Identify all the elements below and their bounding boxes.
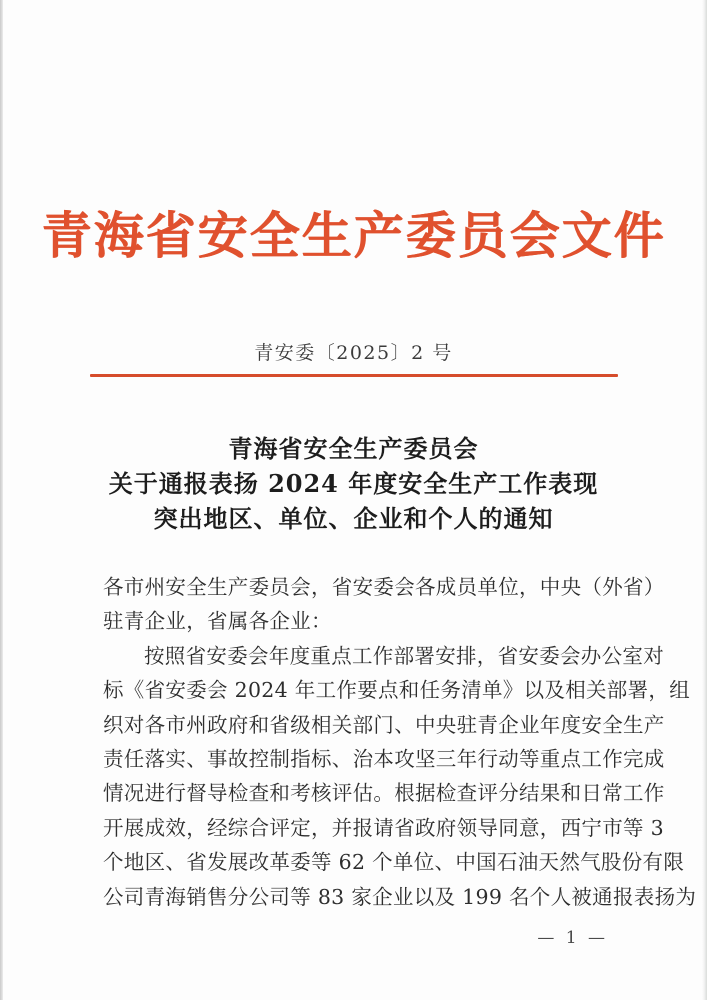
body-line: 个地区、省发展改革委等 62 个单位、中国石油天然气股份有限 — [103, 850, 685, 875]
body-line: 开展成效，经综合评定，并报请省政府领导同意，西宁市等 3 — [103, 815, 664, 840]
body-line: 标《省安委会 2024 年工作要点和任务清单》以及相关部署，组 — [103, 678, 691, 703]
red-divider-line — [90, 374, 618, 377]
document-body — [103, 570, 697, 914]
notice-title-line-3: 突出地区、单位、企业和个人的通知 — [153, 504, 554, 533]
body-line: 驻青企业，省属各企业： — [103, 609, 332, 634]
body-line: 各市州安全生产委员会，省安委会各成员单位，中央（外省） — [103, 575, 665, 599]
notice-title-line-2: 关于通报表扬 2024 年度安全生产工作表现 — [108, 469, 599, 498]
document-number: 青安委〔2025〕2 号 — [254, 342, 453, 364]
body-line: 责任落实、事故控制指标、治本攻坚三年行动等重点工作完成 — [103, 747, 665, 772]
body-line: 织对各市州政府和省级相关部门、中央驻青企业年度安全生产 — [103, 712, 665, 737]
page-number: — 1 — — [537, 928, 608, 948]
body-line: 按照省安委会年度重点工作部署安排，省安委会办公室对 — [144, 643, 664, 668]
body-line: 情况进行督导检查和考核评估。根据检查评分结果和日常工作 — [103, 781, 665, 806]
body-line: 公司青海销售分公司等 83 家企业以及 199 名个人被通报表扬为 — [103, 884, 697, 909]
notice-title — [0, 431, 707, 536]
notice-title-line-1: 青海省安全生产委员会 — [228, 434, 479, 463]
letterhead-title: 青海省安全生产委员会文件 — [41, 206, 666, 265]
